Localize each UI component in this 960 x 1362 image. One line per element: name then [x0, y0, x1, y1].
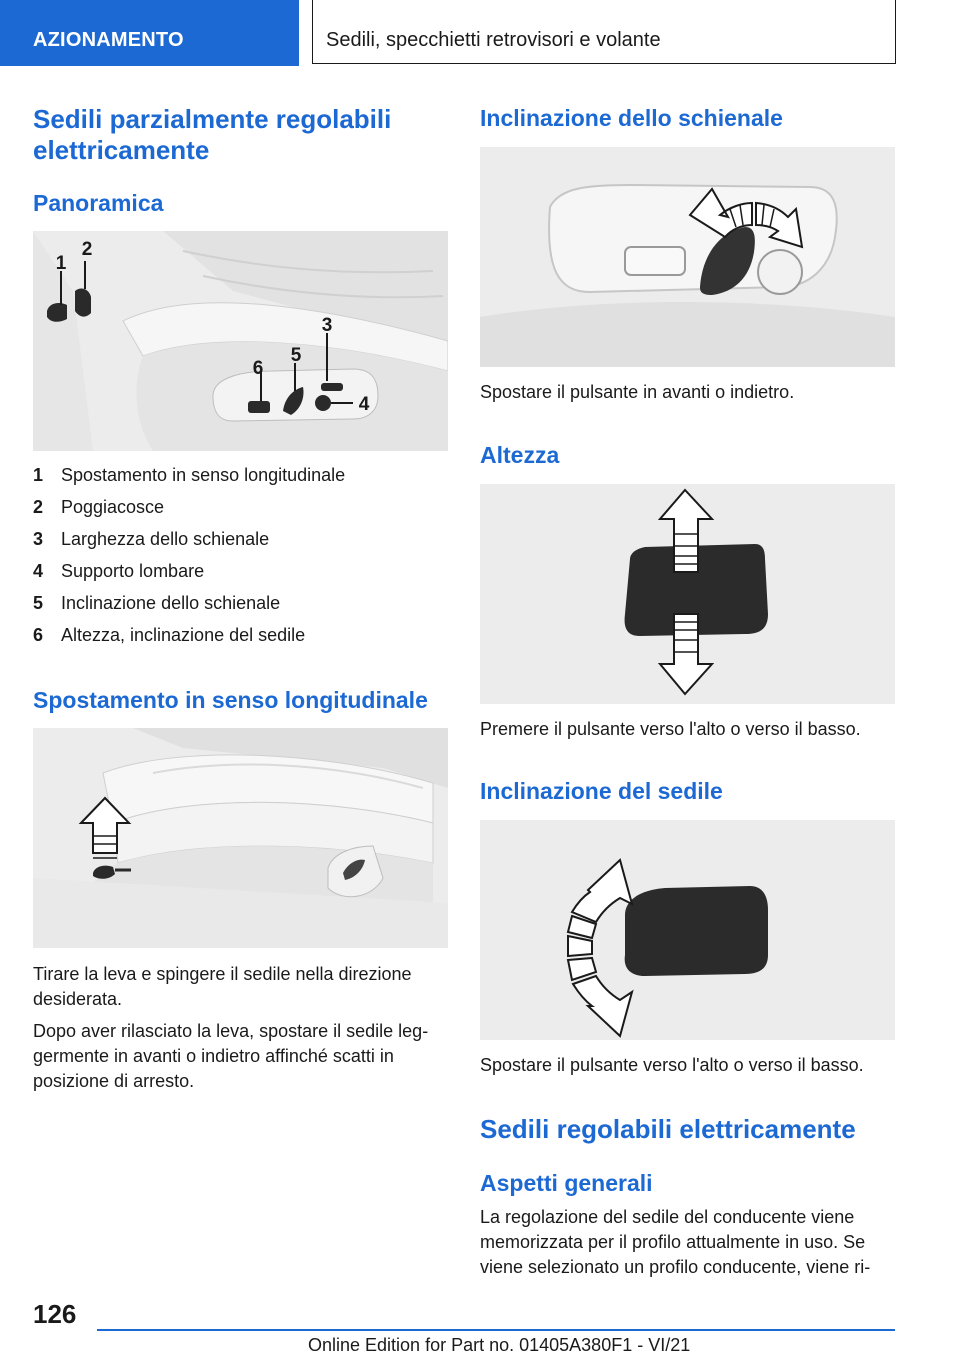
- overview-heading: Panoramica: [33, 190, 164, 216]
- longitudinal-figure: [33, 728, 448, 948]
- callout-3: 3: [321, 315, 333, 336]
- height-figure: [480, 484, 895, 704]
- longitudinal-instruction-2: Dopo aver rilasciato la leva, spostare il sedile leg‐germente in avanti o indietro affinché scatti in posizione di arresto.: [33, 1021, 429, 1091]
- backrest-tilt-figure: [480, 147, 895, 367]
- legend-number: 6: [33, 625, 44, 645]
- legend-label: Poggiacosce: [61, 497, 165, 517]
- legend-number: 1: [33, 465, 44, 485]
- legend-list: [33, 463, 448, 655]
- chapter-title: Sedili, specchietti retrovisori e volante: [312, 0, 896, 64]
- section-tab: AZIONAMENTO: [0, 0, 299, 66]
- legend-label: Supporto lombare: [61, 561, 205, 581]
- longitudinal-heading: Spostamento in senso longitudinale: [33, 687, 428, 713]
- footer-edition: Online Edition for Part no. 01405A380F1 - VI/21: [308, 1335, 691, 1355]
- legend-item: [33, 623, 448, 655]
- legend-label: Larghezza dello schienale: [61, 529, 270, 549]
- legend-label: Spostamento in senso longitudinale: [61, 465, 346, 485]
- legend-label: Altezza, inclinazione del sedile: [61, 625, 306, 645]
- legend-number: 4: [33, 561, 44, 581]
- legend-item: [33, 559, 448, 591]
- callout-2: 2: [81, 239, 93, 260]
- longitudinal-instruction-1: Tirare la leva e spingere il sedile nella direzione desiderata.: [33, 964, 412, 1009]
- seat-tilt-heading: Inclinazione del sedile: [480, 778, 723, 804]
- legend-number: 5: [33, 593, 44, 613]
- height-heading: Altezza: [480, 442, 560, 468]
- callout-6: 6: [252, 358, 264, 379]
- legend-label: Inclinazione dello schienale: [61, 593, 281, 613]
- backrest-instruction: Spostare il pulsante in avanti o indietro.: [480, 382, 795, 402]
- general-text: La regolazione del sedile del conducente viene memorizzata per il profilo attualmente in uso. Se viene selezionato un profilo conducente, viene ri‐: [480, 1207, 871, 1277]
- electric-seats-heading: Sedili regolabili elettricamente: [480, 1114, 856, 1144]
- seat-tilt-figure: [480, 820, 895, 1040]
- footer-divider: [97, 1329, 895, 1331]
- general-heading: Aspetti generali: [480, 1170, 653, 1196]
- page-number: 126: [33, 1299, 77, 1329]
- legend-number: 2: [33, 497, 44, 517]
- legend-item: [33, 463, 448, 495]
- legend-number: 3: [33, 529, 44, 549]
- height-instruction: Premere il pulsante verso l'alto o verso il basso.: [480, 719, 861, 739]
- legend-item: [33, 591, 448, 623]
- legend-item: [33, 495, 448, 527]
- callout-5: 5: [290, 345, 302, 366]
- page-title: Sedili parzialmente regolabili elettricamente: [33, 104, 392, 165]
- seat-overview-figure: [33, 231, 448, 451]
- legend-item: [33, 527, 448, 559]
- callout-1: 1: [55, 253, 67, 274]
- callout-4: 4: [358, 394, 370, 415]
- backrest-heading: Inclinazione dello schienale: [480, 105, 783, 131]
- seat-tilt-instruction: Spostare il pulsante verso l'alto o verso il basso.: [480, 1055, 864, 1075]
